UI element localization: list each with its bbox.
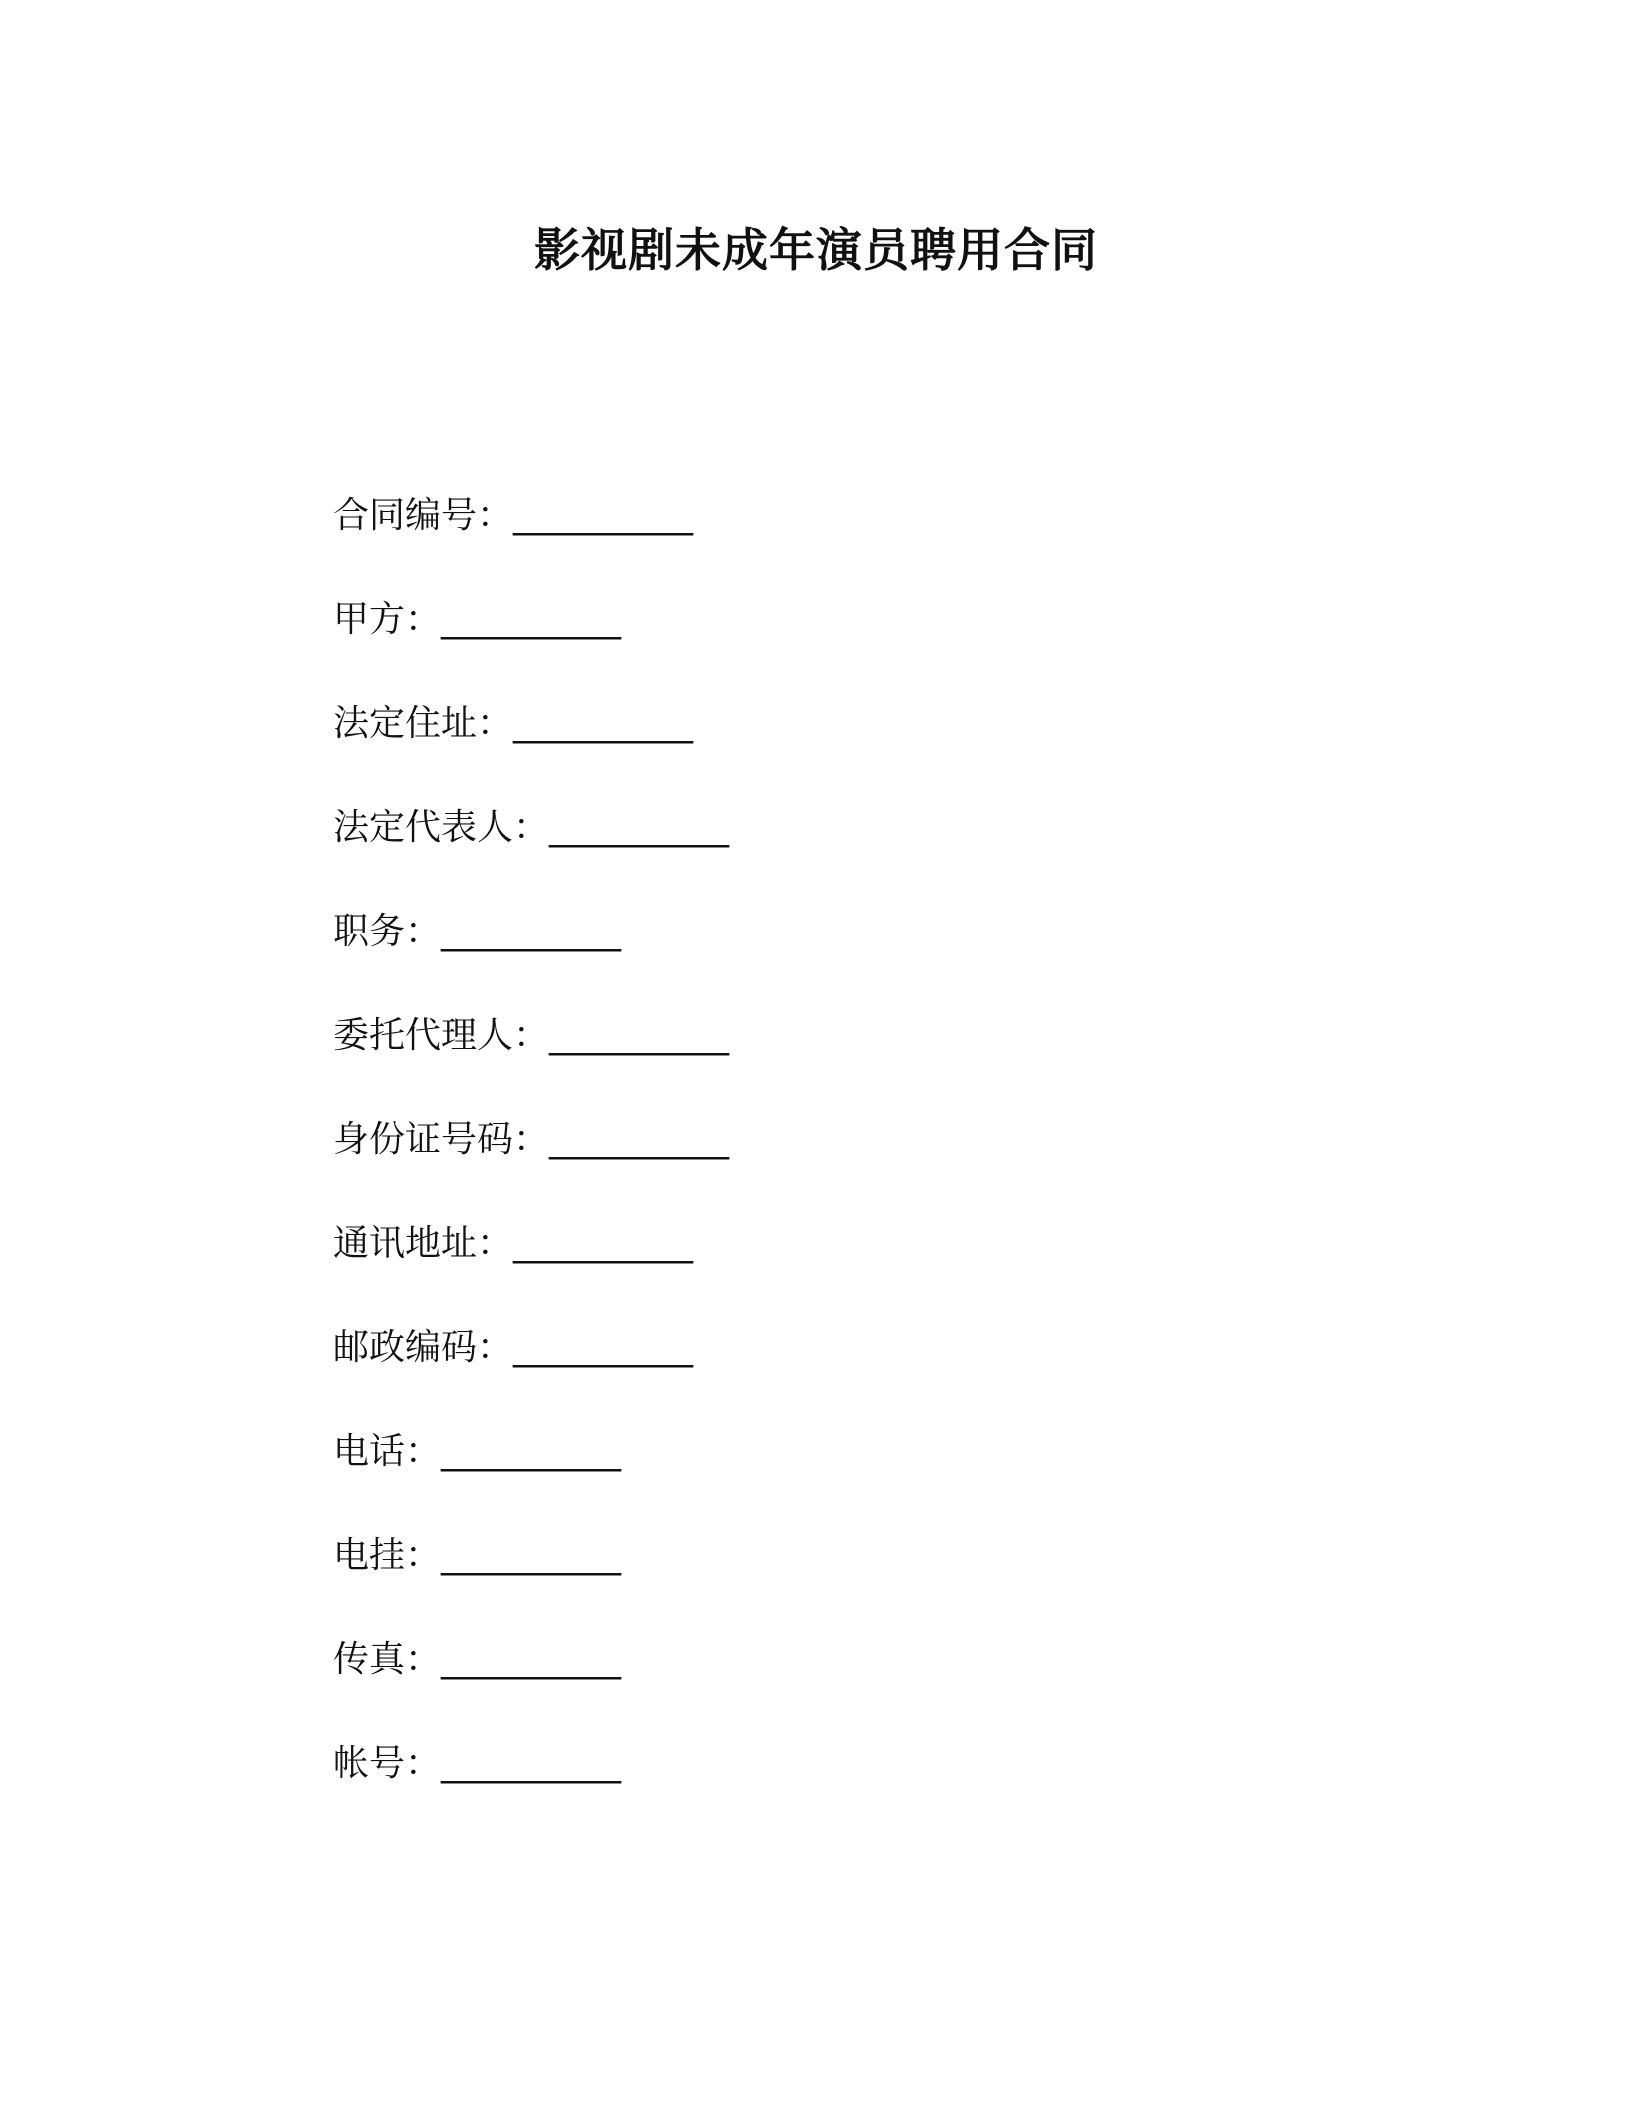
field-legal-address <box>333 698 1333 802</box>
field-id-number <box>333 1114 1333 1218</box>
field-contract-number <box>333 490 1333 594</box>
field-legal-representative <box>333 802 1333 906</box>
field-label: 通讯地址： <box>333 1223 514 1264</box>
blank-line: __________ <box>441 1639 622 1680</box>
field-label: 帐号： <box>333 1743 442 1784</box>
field-authorized-agent <box>333 1010 1333 1114</box>
field-fax <box>333 1634 1333 1738</box>
field-label: 传真： <box>333 1639 442 1680</box>
field-label: 合同编号： <box>333 495 514 536</box>
field-position <box>333 906 1333 1010</box>
field-label: 邮政编码： <box>333 1327 514 1368</box>
field-label: 电话： <box>333 1431 442 1472</box>
blank-line: __________ <box>513 495 694 536</box>
blank-line: __________ <box>513 1223 694 1264</box>
blank-line: __________ <box>441 1743 622 1784</box>
field-label: 电挂： <box>333 1535 442 1576</box>
blank-line: __________ <box>549 1015 730 1056</box>
blank-line: __________ <box>441 1535 622 1576</box>
blank-line: __________ <box>513 703 694 744</box>
field-label: 法定住址： <box>333 703 514 744</box>
field-label: 甲方： <box>333 599 442 640</box>
field-account-number <box>333 1738 1333 1842</box>
blank-line: __________ <box>513 1327 694 1368</box>
field-label: 职务： <box>333 911 442 952</box>
blank-line: __________ <box>441 911 622 952</box>
blank-line: __________ <box>441 599 622 640</box>
field-party-a <box>333 594 1333 698</box>
party-info-fields <box>333 490 1333 1842</box>
blank-line: __________ <box>441 1431 622 1472</box>
blank-line: __________ <box>549 807 730 848</box>
document-title: 影视剧未成年演员聘用合同 <box>534 223 1098 277</box>
field-label: 身份证号码： <box>333 1119 550 1160</box>
field-label: 委托代理人： <box>333 1015 550 1056</box>
field-phone <box>333 1426 1333 1530</box>
field-postal-code <box>333 1322 1333 1426</box>
blank-line: __________ <box>549 1119 730 1160</box>
field-label: 法定代表人： <box>333 807 550 848</box>
field-mailing-address <box>333 1218 1333 1322</box>
field-telegraph <box>333 1530 1333 1634</box>
